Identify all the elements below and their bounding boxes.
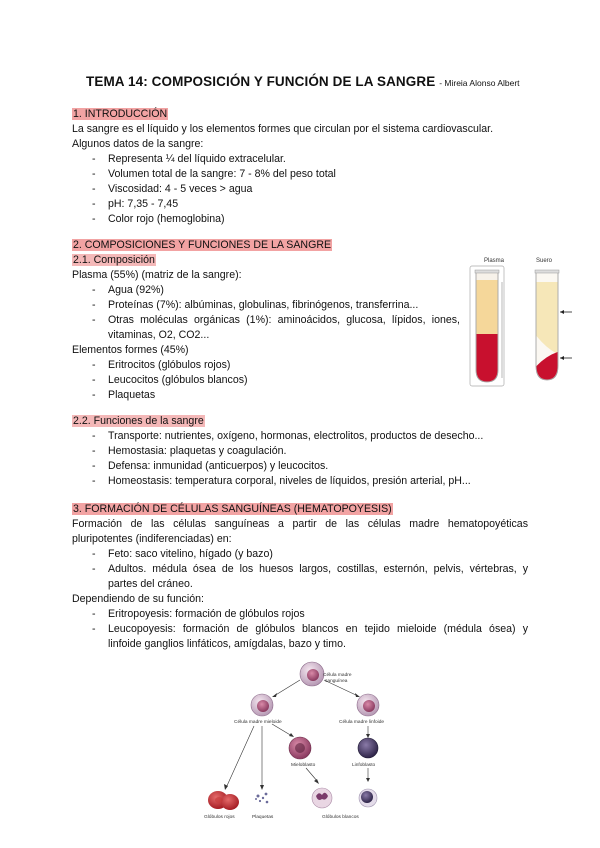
list-item: pH: 7,35 - 7,45 [108,198,179,210]
s3-paragraph-1: Formación de las células sanguíneas a partir de las células madre hematopoyéticas [72,518,528,530]
myeloid-label: Célula madre mieloide [234,720,282,725]
blood-tubes-figure [466,252,578,388]
list-item: Transporte: nutrientes, oxígeno, hormonas, electrolitos, productos de desecho... [108,430,484,442]
wbc-label: Glóbulos blancos [322,815,359,820]
list-item-continuation: partes del cráneo. [108,578,193,590]
list-item: Representa ¼ del líquido extracelular. [108,153,286,165]
s3-paragraph-2: Dependiendo de su función: [72,593,204,605]
list-item: Plaquetas [108,389,156,401]
s3-paragraph-1-cont: pluripotentes (indiferenciadas) en: [72,533,232,545]
list-item: Viscosidad: 4 - 5 veces > agua [108,183,253,195]
s1-paragraph-1: La sangre es el líquido y los elementos formes que circulan por el sistema cardiovascular. [72,123,494,135]
list-item: Feto: saco vitelino, hígado (y bazo) [108,548,273,560]
list-item: Eritrocitos (glóbulos rojos) [108,359,231,371]
tube-label-serum: Suero [536,258,553,264]
lymphoblast-icon [358,738,378,758]
hematopoiesis-diagram [196,660,410,824]
list-item: Agua (92%) [108,284,164,296]
list-item: Leucocitos (glóbulos blancos) [108,374,248,386]
list-item: Defensa: inmunidad (anticuerpos) y leucocitos. [108,460,329,472]
subsection-2-1-heading: 2.1. Composición [73,254,155,266]
list-item: Eritropoyesis: formación de glóbulos rojos [108,608,305,620]
rbc-label: Glóbulos rojos [204,815,235,820]
plasma-line: Plasma (55%) (matriz de la sangre): [72,269,242,281]
formes-line: Elementos formes (45%) [72,344,189,356]
stem-cell-label-2: sanguínea [325,679,348,684]
title-text: TEMA 14: COMPOSICIÓN Y FUNCIÓN DE LA SANGRE [86,74,436,89]
list-item-continuation: linfoide ganglios linfáticos, amígdalas, bazo y timo. [108,638,346,650]
list-item: Proteínas (7%): albúminas, globulinas, fibrinógenos, transferrina... [108,299,419,311]
list-item-continuation: vitaminas, O2, CO2... [108,329,210,341]
author-name: - Mireia Alonso Albert [439,78,520,88]
list-item: Otras moléculas orgánicas (1%): aminoácidos, glucosa, lípidos, iones, [108,314,460,326]
platelets-icon [255,793,268,804]
document-title [86,74,520,89]
plasma-layer [477,280,498,334]
lymphoid-label: Célula madre linfoide [339,720,385,725]
list-item: Hemostasia: plaquetas y coagulación. [108,445,287,457]
list-item: Adultos. médula ósea de los huesos largos, costillas, esternón, pelvis, vértebras, y [108,563,528,575]
subsection-2-2-heading: 2.2. Funciones de la sangre [73,415,204,427]
section-3-heading: 3. FORMACIÓN DE CÉLULAS SANGUÍNEAS (HEMATOPOYESIS) [73,503,392,515]
list-item: Leucopoyesis: formación de glóbulos blancos en tejido mieloide (médula ósea) y [108,623,528,635]
list-item: Volumen total de la sangre: 7 - 8% del peso total [108,168,336,180]
lymphoblast-label: Linfoblasto [352,763,376,768]
stem-cell-label: Célula madre [323,673,352,678]
platelets-label: Plaquetas [252,815,274,820]
myeloblast-label: Mieloblasto [291,763,316,768]
tube-label-plasma: Plasma [484,258,505,264]
s1-paragraph-2: Algunos datos de la sangre: [72,138,204,150]
section-1-heading: 1. INTRODUCCIÓN [73,108,168,120]
section-2-heading: 2. COMPOSICIONES Y FUNCIONES DE LA SANGRE [73,239,332,251]
cell-layer [477,334,498,382]
list-item: Color rojo (hemoglobina) [108,213,225,225]
list-item: Homeostasis: temperatura corporal, niveles de líquidos, presión arterial, pH... [108,475,471,487]
document-page: TEMA 14: COMPOSICIÓN Y FUNCIÓN DE LA SANGRE - Mireia Alonso Albert 1. INTRODUCCIÓN La sangre es el líquido y los elementos formes que circulan por el sistema cardiovascular. Algunos datos de la sangre: - Representa ¼ del líquido extracelular. - Volumen total de la sangre: 7 - 8% del peso total - Viscosidad: 4 - 5 veces > agua - pH: 7,35 - 7,45 - Color rojo (hemoglobina) 2. COMPOSICIONES Y FUNCIONES DE LA SANGRE 2.1. Composición Plasma (55%) (matriz de la sangre): - Agua (92%) - Proteínas (7%): albúminas, globulinas, fibrinógenos, transferrina... - Otras moléculas orgánicas (1%): aminoácidos, glucosa, lípidos, iones, vitaminas, O2, CO2... Elementos formes (45%) - Eritrocitos (glóbulos rojos) - Leucocitos (glóbulos blancos) - Plaquetas Plasma Suero 2.2. Funciones de la sangre - Transporte: nutrientes, oxígeno, hormonas, electrolitos, productos de desecho... - Hemostasia: plaquetas y coagulación. - Defensa: inmunidad (anticuerpos) y leucocitos. - Homeostasis: temperatura corporal, niveles de líquidos, presión arterial, pH... 3. FORMACIÓN DE CÉLULAS SANGUÍNEAS (HEMATOPOYESIS) Formación de las células sanguíneas a partir de las células madre hematopoyéticas pluripotentes (indiferenciadas) en: - Feto: saco vitelino, hígado (y bazo) - Adultos. médula ósea de los huesos largos, costillas, esternón, pelvis, vértebras, y partes del cráneo. Dependiendo de su función: - Eritropoyesis: formación de glóbulos rojos - Leucopoyesis: formación de glóbulos blancos en tejido mieloide (médula ósea) y linfoide ganglios linfáticos, amígdalas, bazo y timo. Célula madre sanguínea Célula madre mieloide Célula madre linfoide Mieloblasto Linfoblasto Glóbulos rojos Plaquetas Glóbulos blancos [0,0,600,848]
